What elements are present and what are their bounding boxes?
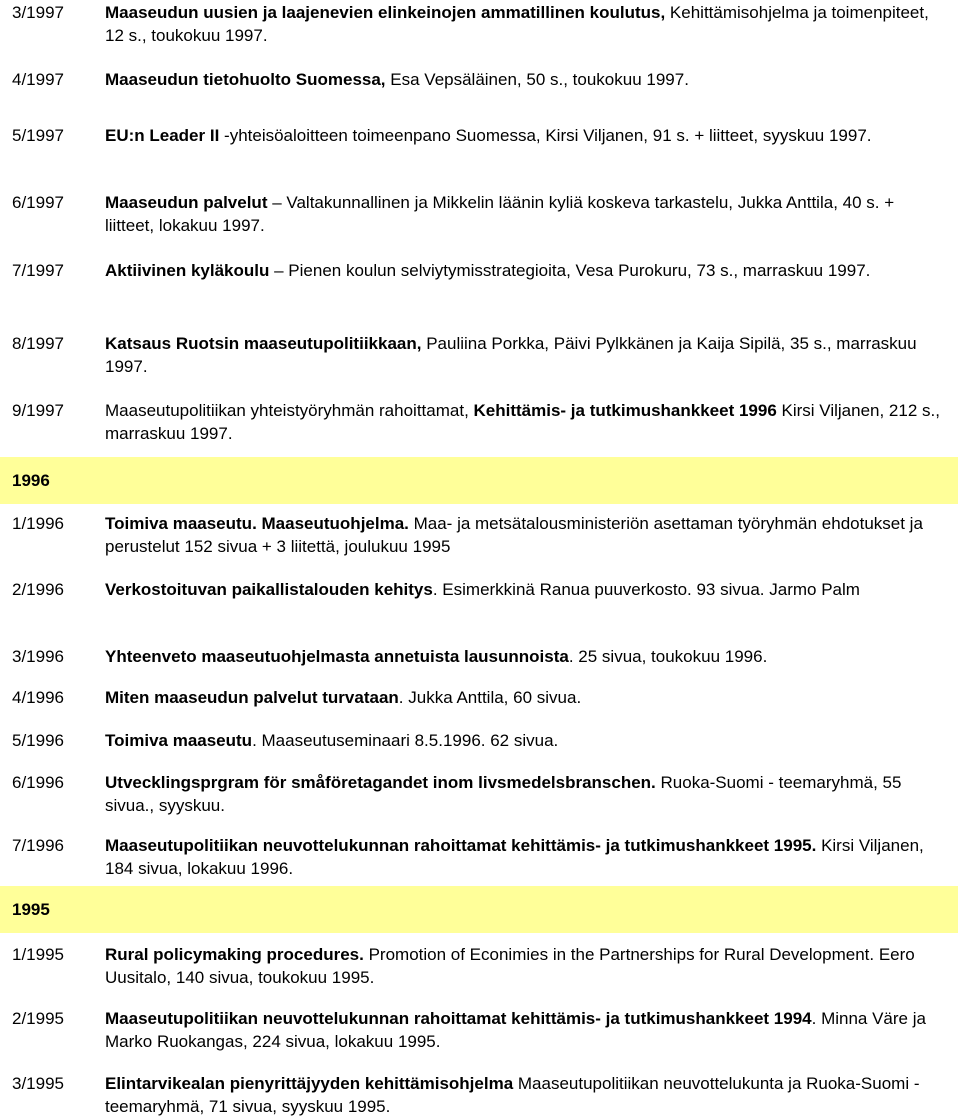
entry-details: . Jukka Anttila, 60 sivua. [398,688,582,707]
entry-details: Kehittämisohjelma ja toimenpiteet, 12 s., toukokuu 1997. [105,3,929,45]
list-item [0,578,960,601]
list-item [0,124,960,147]
entry-title: Katsaus Ruotsin maaseutupolitiikkaan, [105,334,422,353]
entry-number: 4/1997 [12,70,64,89]
entry-text [105,686,941,709]
year-heading-band [0,457,958,504]
list-item [0,1007,960,1053]
entry-number: 5/1997 [12,126,64,145]
entry-text [105,1072,941,1118]
entry-number: 2/1996 [12,580,64,599]
entry-title: Maaseudun tietohuolto Suomessa, [105,70,386,89]
entry-title: Toimiva maaseutu [105,731,253,750]
entry-number: 6/1996 [12,773,64,792]
entry-details: Pauliina Porkka, Päivi Pylkkänen ja Kaija Sipilä, 35 s., marraskuu 1997. [105,334,917,376]
entry-number: 7/1997 [12,261,64,280]
entry-number: 5/1996 [12,731,64,750]
entry-number: 1/1995 [12,945,64,964]
entry-details: Kirsi Viljanen, 184 sivua, lokakuu 1996. [105,836,924,878]
entry-title: Miten maaseudun palvelut turvataan [105,688,399,707]
list-item [0,259,960,282]
entry-text [105,729,941,752]
entry-title: Maaseutupolitiikan neuvottelukunnan rahoittamat kehittämis- ja tutkimushankkeet 1995. [105,836,817,855]
entry-text [105,578,941,601]
entry-text [105,645,941,668]
entry-number: 4/1996 [12,688,64,707]
entry-details: Promotion of Econimies in the Partnerships for Rural Development. Eero Uusitalo, 140 sivua, toukokuu 1995. [105,945,915,987]
entry-title: Utvecklingsprgram för småföretagandet inom livsmedelsbranschen. [105,773,656,792]
entry-number: 3/1997 [12,3,64,22]
list-item [0,399,960,445]
list-item [0,1072,960,1118]
entry-title: Maaseudun palvelut [105,193,268,212]
entry-text [105,68,941,91]
entry-title: EU:n Leader II [105,126,220,145]
year-heading: 1996 [12,471,50,490]
entry-details: . Maaseutuseminaari 8.5.1996. 62 sivua. [252,731,559,750]
list-item [0,771,960,817]
entry-title: Maaseutupolitiikan neuvottelukunnan rahoittamat kehittämis- ja tutkimushankkeet 1994 [105,1009,812,1028]
entry-text [105,512,941,558]
entry-text [105,259,941,282]
list-item [0,943,960,989]
entry-title: Aktiivinen kyläkoulu [105,261,270,280]
list-item [0,332,960,378]
entry-number: 8/1997 [12,334,64,353]
entry-title: Verkostoituvan paikallistalouden kehitys [105,580,433,599]
entry-title: Rural policymaking procedures. [105,945,364,964]
entry-title: Toimiva maaseutu. Maaseutuohjelma. [105,514,409,533]
entry-text [105,1,941,47]
entry-text [105,191,941,237]
entry-details: Kirsi Viljanen, 212 s., marraskuu 1997. [105,401,940,443]
list-item [0,191,960,237]
entry-text [105,771,941,817]
year-heading: 1995 [12,900,50,919]
entry-number: 9/1997 [12,401,64,420]
entry-title: Maaseudun uusien ja laajenevien elinkeinojen ammatillinen koulutus, [105,3,666,22]
entry-details: -yhteisöaloitteen toimeenpano Suomessa, Kirsi Viljanen, 91 s. + liitteet, syyskuu 1997. [219,126,872,145]
entry-details: . Minna Väre ja Marko Ruokangas, 224 sivua, lokakuu 1995. [105,1009,926,1051]
entry-title: Kehittämis- ja tutkimushankkeet 1996 [473,401,777,420]
entry-number: 7/1996 [12,836,64,855]
entry-number: 3/1996 [12,647,64,666]
entry-text [105,943,941,989]
entry-details: – Pienen koulun selviytymisstrategioita, Vesa Purokuru, 73 s., marraskuu 1997. [269,261,871,280]
entry-text [105,834,941,880]
year-heading-band [0,886,958,933]
entry-details: Maa- ja metsätalousministeriön asettaman työryhmän ehdotukset ja perustelut 152 sivua + 3 liitettä, joulukuu 1995 [105,514,923,556]
entry-details: Maaseutupolitiikan yhteistyöryhmän rahoittamat, [105,401,474,420]
entry-details: . Esimerkkinä Ranua puuverkosto. 93 sivua. Jarmo Palm [432,580,860,599]
entry-text [105,399,941,445]
list-item [0,645,960,668]
list-item [0,686,960,709]
entry-details: . 25 sivua, toukokuu 1996. [568,647,768,666]
list-item [0,68,960,91]
list-item [0,1,960,47]
entry-title: Yhteenveto maaseutuohjelmasta annetuista lausunnoista [105,647,569,666]
list-item [0,834,960,880]
entry-details: Esa Vepsäläinen, 50 s., toukokuu 1997. [385,70,689,89]
entry-details: – Valtakunnallinen ja Mikkelin läänin kyliä koskeva tarkastelu, Jukka Anttila, 40 s. + liitteet, lokakuu 1997. [105,193,895,235]
entry-title: Elintarvikealan pienyrittäjyyden kehittämisohjelma [105,1074,514,1093]
entry-details: Ruoka-Suomi - teemaryhmä, 55 sivua., syyskuu. [105,773,902,815]
entry-number: 3/1995 [12,1074,64,1093]
entry-text [105,124,941,147]
entry-text [105,1007,941,1053]
list-item [0,729,960,752]
entry-number: 6/1997 [12,193,64,212]
entry-number: 2/1995 [12,1009,64,1028]
list-item [0,512,960,558]
entry-text [105,332,941,378]
entry-number: 1/1996 [12,514,64,533]
entry-details: Maaseutupolitiikan neuvottelukunta ja Ruoka-Suomi -teemaryhmä, 71 sivua, syyskuu 1995. [105,1074,920,1116]
